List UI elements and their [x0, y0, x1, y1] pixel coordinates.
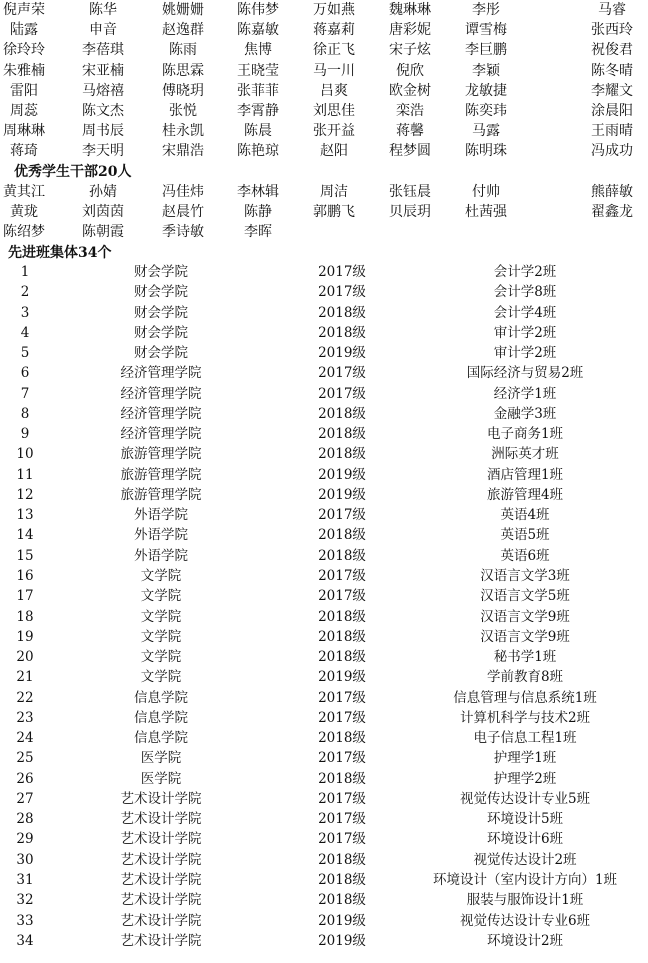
person-name: 涂晨阳	[591, 102, 633, 119]
person-name: 孙婧	[89, 184, 117, 200]
person-name: 李天明	[82, 143, 124, 160]
person-name: 马一川	[313, 62, 355, 79]
row-number: 21	[16, 669, 34, 686]
table-row	[0, 809, 648, 829]
table-row	[0, 485, 648, 505]
class-name: 视觉传达设计2班	[473, 851, 577, 868]
row-number: 3	[20, 304, 30, 321]
name-row	[0, 81, 648, 101]
name-row	[0, 141, 648, 161]
class-name: 环境设计2班	[486, 932, 564, 949]
college-name: 艺术设计学院	[120, 811, 202, 828]
grade-year: 2017级	[318, 811, 366, 828]
person-name: 欧金树	[389, 82, 431, 99]
row-number: 16	[16, 567, 34, 584]
class-section-title: 先进班集体34个	[8, 245, 112, 261]
class-name: 视觉传达设计专业5班	[459, 790, 591, 807]
person-name: 李林辑	[237, 184, 279, 200]
table-row	[0, 911, 648, 931]
grade-year: 2017级	[318, 831, 366, 848]
person-name: 魏琳琳	[389, 2, 431, 18]
grade-year: 2018级	[318, 446, 366, 463]
class-name: 金融学3班	[493, 405, 557, 422]
person-name: 唐彩妮	[389, 22, 431, 39]
college-name: 财会学院	[134, 284, 188, 301]
row-number: 22	[16, 689, 34, 706]
row-number: 33	[16, 912, 34, 929]
college-name: 旅游管理学院	[120, 446, 202, 463]
table-row	[0, 728, 648, 748]
person-name: 谭雪梅	[465, 22, 507, 39]
person-name: 朱雅楠	[3, 62, 45, 79]
person-name: 赵逸群	[162, 22, 204, 39]
row-number: 31	[16, 871, 34, 888]
row-number: 24	[16, 730, 34, 747]
person-name: 李霄静	[237, 102, 279, 119]
grade-year: 2017级	[318, 588, 366, 605]
person-name: 贝辰玥	[389, 204, 431, 221]
class-name: 会计学4班	[493, 304, 557, 321]
person-name: 黄珑	[10, 204, 38, 221]
college-name: 艺术设计学院	[120, 932, 202, 949]
grade-year: 2018级	[318, 770, 366, 787]
person-name: 祝俊君	[591, 42, 633, 59]
row-number: 8	[20, 405, 30, 422]
person-name: 陈朝霞	[82, 224, 124, 241]
person-name: 李彤	[472, 2, 500, 18]
grade-year: 2018级	[318, 426, 366, 443]
grade-year: 2017级	[318, 365, 366, 382]
class-name: 经济学1班	[493, 385, 557, 402]
college-name: 外语学院	[134, 507, 188, 524]
row-number: 28	[16, 811, 34, 828]
table-row	[0, 404, 648, 424]
class-name: 汉语言文学5班	[480, 588, 570, 605]
person-name: 陈静	[244, 204, 272, 221]
row-number: 11	[16, 466, 34, 483]
grade-year: 2018级	[318, 730, 366, 747]
grade-year: 2019级	[318, 345, 366, 362]
person-name: 陈艳琼	[237, 143, 279, 160]
class-name: 环境设计5班	[486, 811, 564, 828]
person-name: 焦博	[244, 42, 272, 59]
class-name: 英语4班	[500, 507, 550, 524]
person-name: 周琳琳	[3, 123, 45, 140]
college-name: 经济管理学院	[120, 426, 202, 443]
class-name: 酒店管理1班	[486, 466, 564, 483]
table-row	[0, 870, 648, 890]
row-number: 7	[20, 385, 30, 402]
person-name: 郭鹏飞	[313, 204, 355, 221]
person-name: 冯成功	[591, 143, 633, 160]
college-name: 文学院	[140, 628, 182, 645]
table-row	[0, 708, 648, 728]
person-name: 冯佳炜	[162, 184, 204, 200]
person-name: 陈思霖	[162, 62, 204, 79]
class-name: 审计学2班	[493, 345, 557, 362]
college-name: 财会学院	[134, 304, 188, 321]
person-name: 李晖	[244, 224, 272, 241]
person-name: 刘茵茵	[82, 204, 124, 221]
grade-year: 2019级	[318, 466, 366, 483]
row-number: 25	[16, 750, 34, 767]
college-name: 经济管理学院	[120, 405, 202, 422]
college-name: 经济管理学院	[120, 385, 202, 402]
college-name: 旅游管理学院	[120, 486, 202, 503]
grade-year: 2018级	[318, 851, 366, 868]
table-row	[0, 769, 648, 789]
person-name: 张钰晨	[389, 184, 431, 200]
name-row	[0, 40, 648, 60]
row-number: 14	[16, 527, 34, 544]
name-row	[0, 121, 648, 141]
grade-year: 2018级	[318, 405, 366, 422]
college-name: 财会学院	[134, 345, 188, 362]
college-name: 外语学院	[134, 527, 188, 544]
person-name: 姚姗姗	[162, 2, 204, 18]
class-name: 服装与服饰设计1班	[466, 892, 584, 909]
person-name: 吕爽	[320, 82, 348, 99]
person-name: 雷阳	[10, 82, 38, 99]
grade-year: 2019级	[318, 486, 366, 503]
class-name: 国际经济与贸易2班	[466, 365, 584, 382]
class-name: 审计学2班	[493, 324, 557, 341]
table-row	[0, 931, 648, 951]
college-name: 财会学院	[134, 264, 188, 280]
row-number: 13	[16, 507, 34, 524]
person-name: 申音	[89, 22, 117, 39]
person-name: 马睿	[598, 2, 626, 18]
table-row	[0, 465, 648, 485]
table-row	[0, 667, 648, 687]
table-row	[0, 282, 648, 302]
person-name: 李蓓琪	[82, 42, 124, 59]
person-name: 宋亚楠	[82, 62, 124, 79]
class-name: 计算机科学与技术2班	[459, 709, 591, 726]
college-name: 艺术设计学院	[120, 790, 202, 807]
student-name-grid	[0, 0, 648, 162]
table-row	[0, 546, 648, 566]
class-name: 汉语言文学9班	[480, 608, 570, 625]
grade-year: 2018级	[318, 547, 366, 564]
class-name: 电子信息工程1班	[473, 730, 577, 747]
college-name: 信息学院	[134, 730, 188, 747]
class-name: 环境设计6班	[486, 831, 564, 848]
person-name: 陈嘉敏	[237, 22, 279, 39]
grade-year: 2018级	[318, 527, 366, 544]
person-name: 赵晨竹	[162, 204, 204, 221]
college-name: 文学院	[140, 608, 182, 625]
person-name: 陈伟梦	[237, 2, 279, 18]
person-name: 蒋琦	[10, 143, 38, 160]
person-name: 陈明珠	[465, 143, 507, 160]
person-name: 宋鼎浩	[162, 143, 204, 160]
person-name: 马熔禧	[82, 82, 124, 99]
class-name: 环境设计（室内设计方向）1班	[432, 871, 618, 888]
class-name: 会计学8班	[493, 284, 557, 301]
grade-year: 2019级	[318, 932, 366, 949]
person-name: 陈晨	[244, 123, 272, 140]
class-name: 英语5班	[500, 527, 550, 544]
person-name: 付帅	[472, 184, 500, 200]
person-name: 陈文杰	[82, 102, 124, 119]
person-name: 周蕊	[10, 102, 38, 119]
row-number: 15	[16, 547, 34, 564]
college-name: 财会学院	[134, 324, 188, 341]
table-row	[0, 566, 648, 586]
table-row	[0, 890, 648, 910]
grade-year: 2017级	[318, 507, 366, 524]
table-row	[0, 323, 648, 343]
table-row	[0, 363, 648, 383]
college-name: 医学院	[140, 750, 182, 767]
name-row	[0, 0, 648, 20]
row-number: 18	[16, 608, 34, 625]
row-number: 23	[16, 709, 34, 726]
person-name: 王雨晴	[591, 123, 633, 140]
grade-year: 2017级	[318, 709, 366, 726]
table-row	[0, 384, 648, 404]
class-name: 护理学1班	[493, 750, 557, 767]
person-name: 杜茜强	[465, 204, 507, 221]
college-name: 艺术设计学院	[120, 871, 202, 888]
row-number: 1	[20, 264, 30, 280]
person-name: 万如燕	[313, 2, 355, 18]
class-name: 会计学2班	[493, 264, 557, 280]
row-number: 26	[16, 770, 34, 787]
table-row	[0, 748, 648, 768]
row-number: 9	[20, 426, 30, 443]
name-row	[0, 202, 648, 222]
table-row	[0, 262, 648, 282]
name-row	[0, 101, 648, 121]
college-name: 医学院	[140, 770, 182, 787]
person-name: 倪欣	[396, 62, 424, 79]
class-name: 电子商务1班	[486, 426, 564, 443]
person-name: 陈绍梦	[3, 224, 45, 241]
cadre-name-grid	[0, 182, 648, 243]
grade-year: 2018级	[318, 324, 366, 341]
table-row	[0, 303, 648, 323]
person-name: 陈雨	[169, 42, 197, 59]
person-name: 栾浩	[396, 102, 424, 119]
grade-year: 2018级	[318, 608, 366, 625]
table-row	[0, 627, 648, 647]
college-name: 文学院	[140, 567, 182, 584]
table-row	[0, 525, 648, 545]
grade-year: 2018级	[318, 892, 366, 909]
person-name: 李耀文	[591, 82, 633, 99]
grade-year: 2017级	[318, 264, 366, 280]
person-name: 张悦	[169, 102, 197, 119]
grade-year: 2017级	[318, 385, 366, 402]
class-name: 信息管理与信息系统1班	[453, 689, 597, 706]
row-number: 6	[20, 365, 30, 382]
class-name: 旅游管理4班	[486, 486, 564, 503]
row-number: 27	[16, 790, 34, 807]
person-name: 赵阳	[320, 143, 348, 160]
grade-year: 2017级	[318, 689, 366, 706]
table-row	[0, 586, 648, 606]
name-row	[0, 222, 648, 242]
person-name: 周书辰	[82, 123, 124, 140]
college-name: 艺术设计学院	[120, 912, 202, 929]
grade-year: 2018级	[318, 649, 366, 666]
person-name: 徐正飞	[313, 42, 355, 59]
table-row	[0, 829, 648, 849]
class-name: 汉语言文学3班	[480, 567, 570, 584]
person-name: 陈冬晴	[591, 62, 633, 79]
name-row	[0, 20, 648, 40]
person-name: 李巨鹏	[465, 42, 507, 59]
person-name: 张开益	[313, 123, 355, 140]
person-name: 宋子炫	[389, 42, 431, 59]
person-name: 陈奕玮	[465, 102, 507, 119]
name-row	[0, 61, 648, 81]
row-number: 12	[16, 486, 34, 503]
row-number: 30	[16, 851, 34, 868]
person-name: 张菲菲	[237, 82, 279, 99]
grade-year: 2018级	[318, 628, 366, 645]
person-name: 黄其江	[3, 184, 45, 200]
grade-year: 2017级	[318, 284, 366, 301]
person-name: 马露	[472, 123, 500, 140]
class-name: 汉语言文学9班	[480, 628, 570, 645]
grade-year: 2018级	[318, 304, 366, 321]
person-name: 刘思佳	[313, 102, 355, 119]
person-name: 傅晓玥	[162, 82, 204, 99]
person-name: 李颖	[472, 62, 500, 79]
grade-year: 2019级	[318, 669, 366, 686]
person-name: 蒋馨	[396, 123, 424, 140]
class-table	[0, 262, 648, 951]
college-name: 文学院	[140, 588, 182, 605]
row-number: 20	[16, 649, 34, 666]
person-name: 张西玲	[591, 22, 633, 39]
table-row	[0, 850, 648, 870]
class-name: 护理学2班	[493, 770, 557, 787]
row-number: 4	[20, 324, 30, 341]
class-name: 洲际英才班	[491, 446, 559, 463]
person-name: 蒋嘉莉	[313, 22, 355, 39]
class-name: 视觉传达设计专业6班	[459, 912, 591, 929]
table-row	[0, 444, 648, 464]
row-number: 2	[20, 284, 30, 301]
college-name: 文学院	[140, 669, 182, 686]
college-name: 艺术设计学院	[120, 851, 202, 868]
college-name: 文学院	[140, 649, 182, 666]
row-number: 5	[20, 345, 30, 362]
row-number: 17	[16, 588, 34, 605]
grade-year: 2017级	[318, 790, 366, 807]
college-name: 信息学院	[134, 709, 188, 726]
row-number: 29	[16, 831, 34, 848]
person-name: 王晓莹	[237, 62, 279, 79]
row-number: 32	[16, 892, 34, 909]
row-number: 19	[16, 628, 34, 645]
table-row	[0, 647, 648, 667]
college-name: 信息学院	[134, 689, 188, 706]
grade-year: 2017级	[318, 750, 366, 767]
table-row	[0, 424, 648, 444]
table-row	[0, 505, 648, 525]
grade-year: 2019级	[318, 912, 366, 929]
person-name: 陆露	[10, 22, 38, 39]
person-name: 熊薛敏	[591, 184, 633, 200]
person-name: 陈华	[89, 2, 117, 18]
table-row	[0, 607, 648, 627]
person-name: 桂永凯	[162, 123, 204, 140]
person-name: 程梦圆	[389, 143, 431, 160]
class-name: 秘书学1班	[493, 649, 557, 666]
college-name: 外语学院	[134, 547, 188, 564]
person-name: 季诗敏	[162, 224, 204, 241]
table-row	[0, 688, 648, 708]
class-name: 学前教育8班	[486, 669, 564, 686]
table-row	[0, 789, 648, 809]
cadre-section-title: 优秀学生干部20人	[14, 164, 132, 180]
person-name: 龙敏捷	[465, 82, 507, 99]
row-number: 10	[16, 446, 34, 463]
row-number: 34	[16, 932, 34, 949]
table-row	[0, 343, 648, 363]
college-name: 经济管理学院	[120, 365, 202, 382]
person-name: 周洁	[320, 184, 348, 200]
college-name: 艺术设计学院	[120, 892, 202, 909]
person-name: 倪声荣	[3, 2, 45, 18]
person-name: 翟鑫龙	[591, 204, 633, 221]
class-name: 英语6班	[500, 547, 550, 564]
grade-year: 2018级	[318, 871, 366, 888]
name-row	[0, 182, 648, 202]
college-name: 艺术设计学院	[120, 831, 202, 848]
grade-year: 2017级	[318, 567, 366, 584]
college-name: 旅游管理学院	[120, 466, 202, 483]
person-name: 徐玲玲	[3, 42, 45, 59]
